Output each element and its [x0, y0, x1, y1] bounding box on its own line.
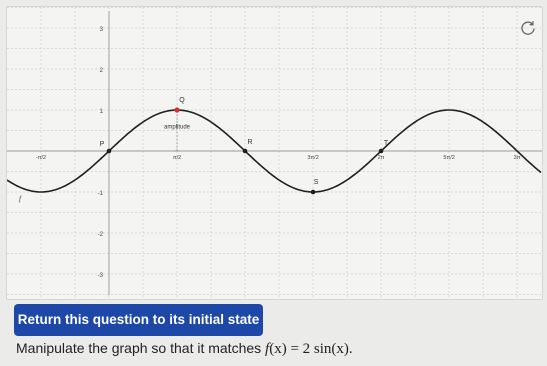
x-tick-label: 3π: [513, 155, 521, 161]
point-label: R: [247, 139, 253, 146]
point-q-handle[interactable]: [174, 107, 179, 112]
x-tick-label: 3π/2: [307, 155, 319, 161]
x-tick-label: -π/2: [35, 155, 47, 161]
grid: [7, 7, 542, 299]
axes: [7, 11, 542, 295]
x-tick-label: π/2: [172, 155, 182, 161]
amplitude-label: amplitude: [164, 124, 191, 131]
point-label: Q: [179, 97, 185, 104]
return-to-initial-state-button[interactable]: Return this question to its initial state: [14, 304, 263, 336]
curve-label: f: [19, 194, 21, 203]
y-tick-label: 3: [99, 27, 103, 33]
point-label: P: [99, 141, 105, 148]
x-tick-label: 5π/2: [443, 155, 455, 161]
point-s: [311, 190, 316, 195]
math-fn: f: [265, 341, 270, 357]
target-function: [265, 341, 353, 357]
y-tick-label: 2: [99, 68, 103, 74]
point-r: [243, 149, 248, 154]
instruction-text: [16, 340, 353, 358]
graph-panel[interactable]: [6, 6, 543, 300]
point-p: [107, 149, 112, 154]
math-rest: (x) = 2 sin(x).: [269, 341, 353, 357]
point-label: T: [383, 140, 389, 147]
y-tick-label: -1: [97, 191, 103, 197]
y-tick-label: 1: [99, 109, 103, 115]
x-tick-label: 2π: [377, 155, 385, 161]
instruction-prefix: Manipulate the graph so that it matches: [16, 340, 266, 356]
y-tick-label: -2: [97, 232, 103, 238]
y-tick-label: -3: [97, 273, 103, 279]
sine-graph[interactable]: [7, 7, 542, 299]
point-label: S: [313, 179, 319, 186]
reset-icon[interactable]: [519, 19, 537, 37]
point-t: [379, 149, 384, 154]
